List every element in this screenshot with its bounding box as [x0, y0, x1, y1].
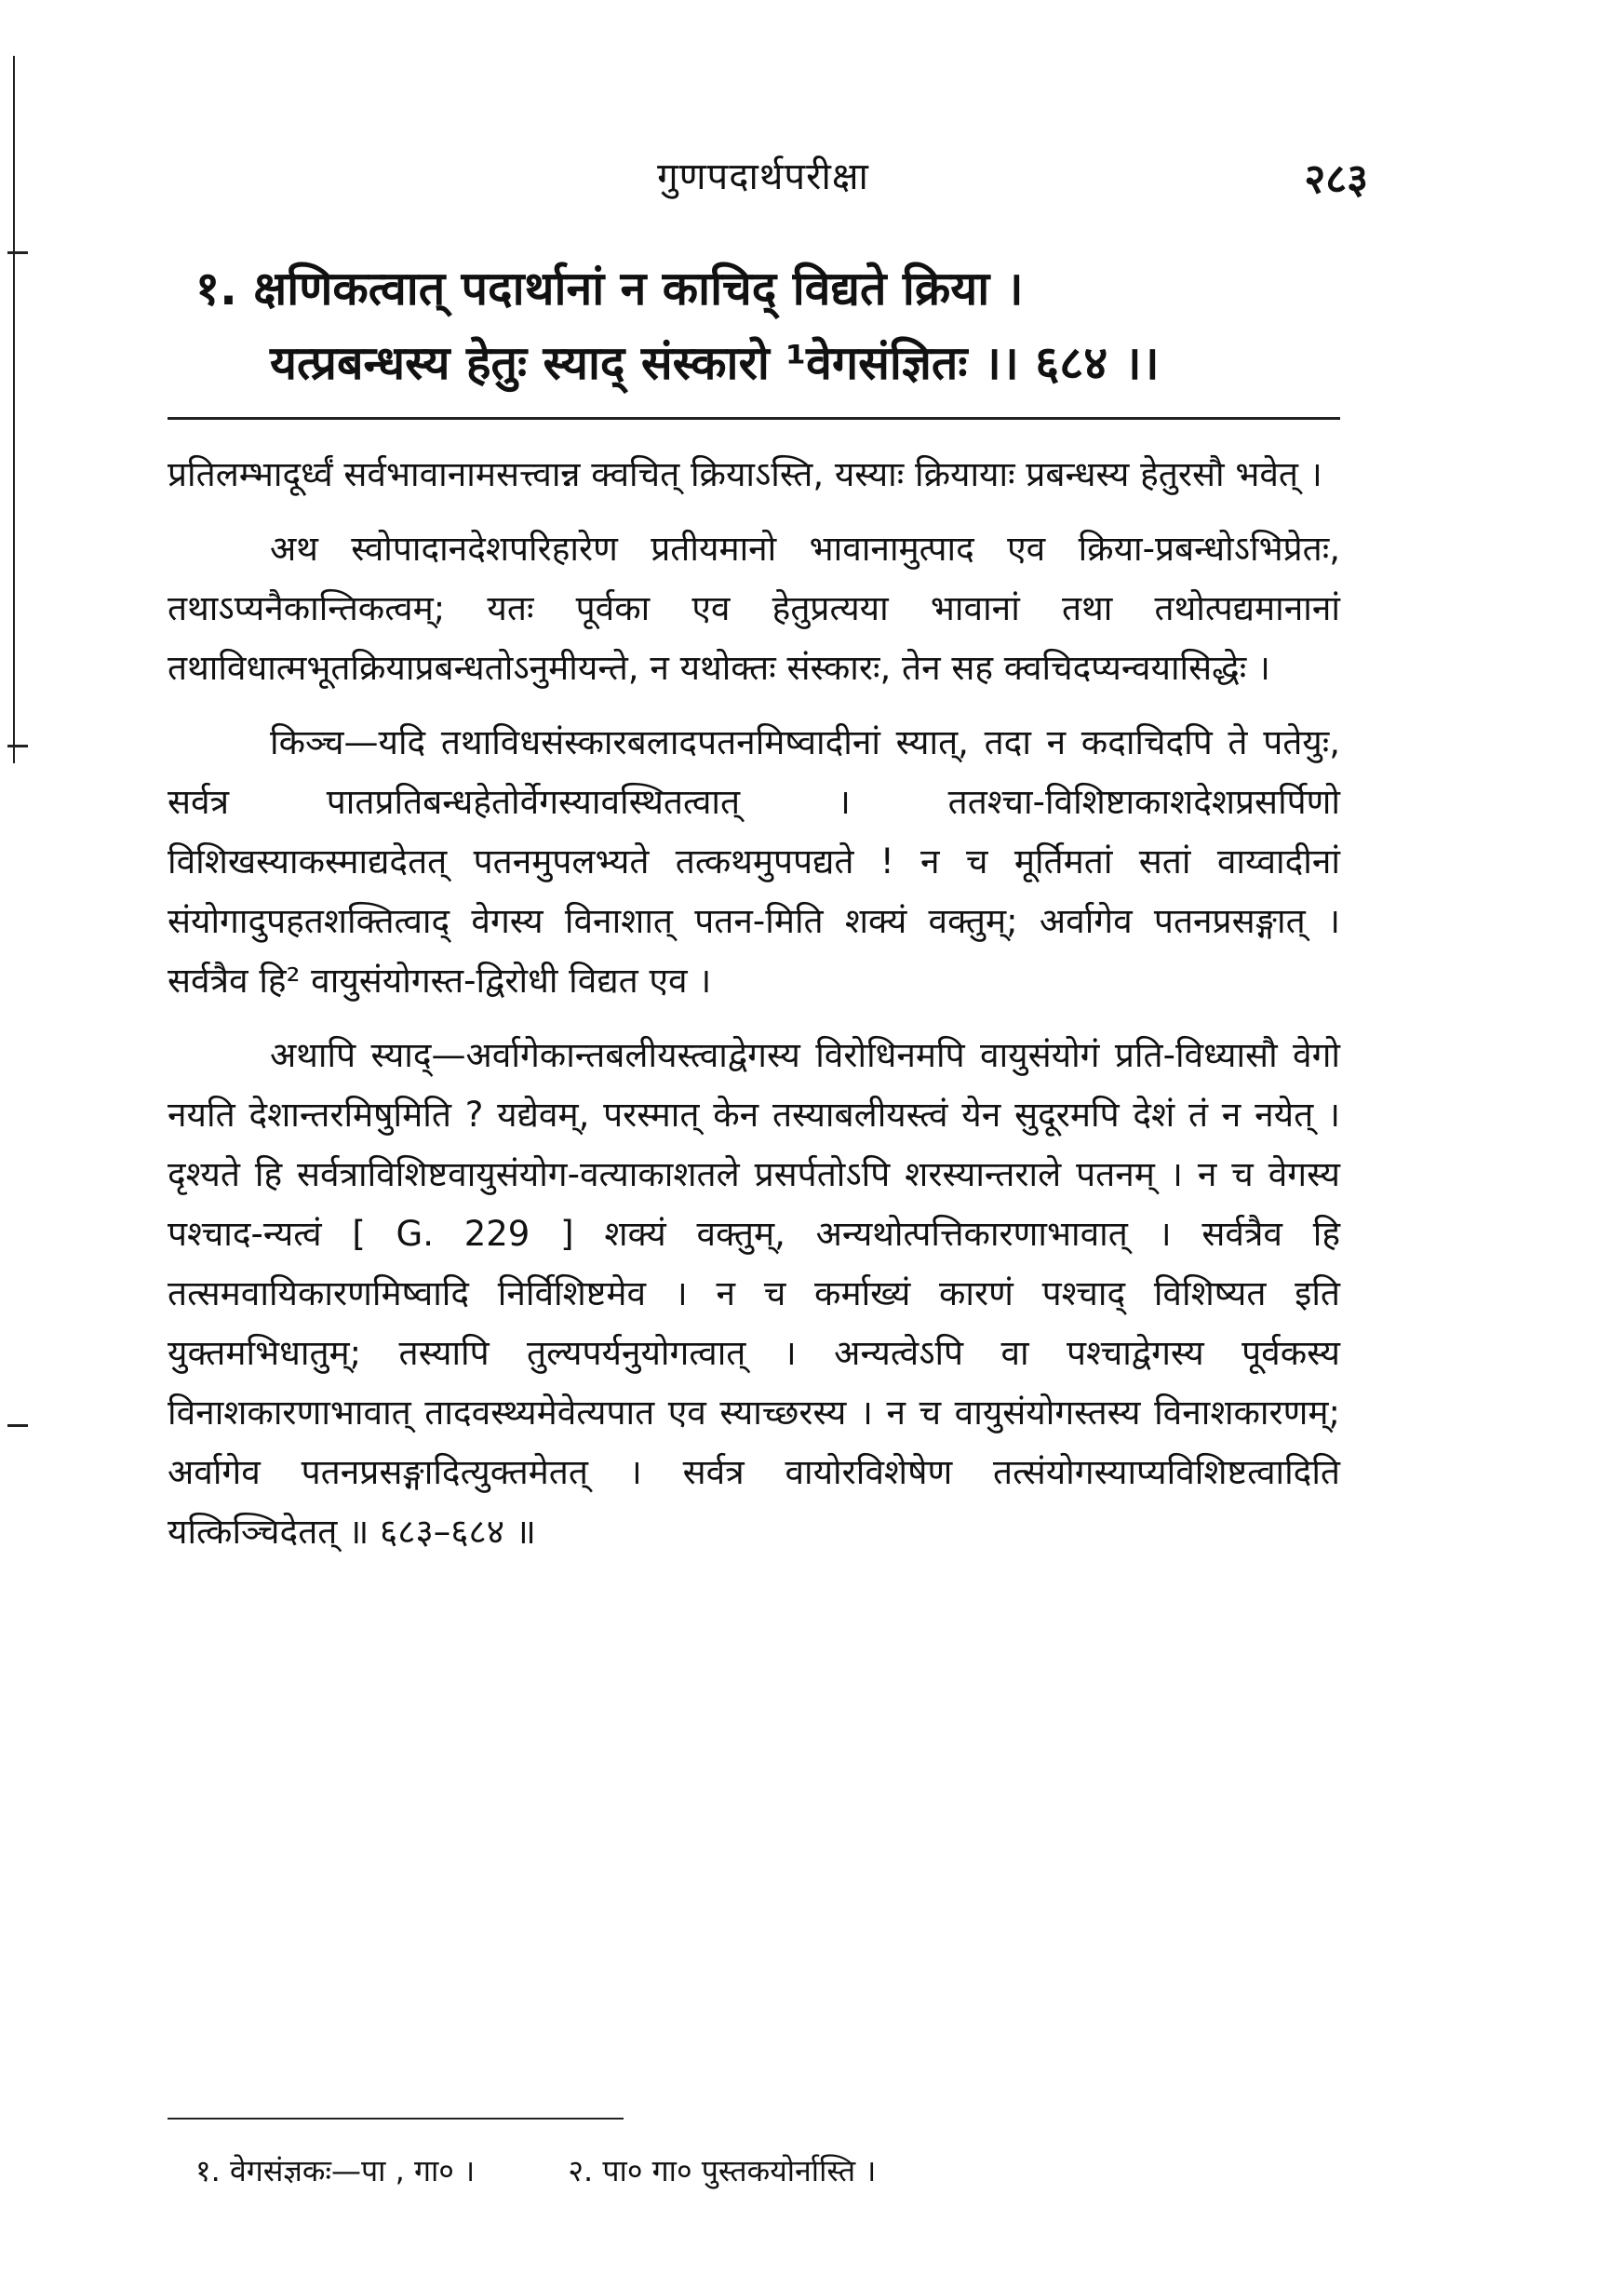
page-header — [158, 149, 1368, 205]
margin-mark — [7, 251, 28, 254]
verse-block — [195, 251, 1359, 400]
commentary-paragraph: अथ स्वोपादानदेशपरिहारेण प्रतीयमानो भावानामुत्पाद एव क्रिया-प्रबन्धोऽभिप्रेतः, तथाऽप्यनैकान्तिकत्वम्; यतः पूर्वका एव हेतुप्रत्यया भावानां तथा तथोत्पद्यमानानां तथाविधात्मभूतक्रियाप्रबन्धतोऽनुमीयन्ते, न यथोक्तः संस्कारः, तेन सह क्वचिदप्यन्वयासिद्धेः । — [168, 529, 1340, 688]
running-head: गुणपदार्थपरीक्षा — [657, 155, 869, 198]
margin-mark — [7, 745, 28, 747]
commentary-paragraph: अथापि स्याद्—अर्वागेकान्तबलीयस्त्वाद्वेगस्य विरोधिनमपि वायुसंयोगं प्रति-विध्यासौ वेगो नयति देशान्तरमिषुमिति ? यद्येवम्, परस्मात् केन तस्याबलीयस्त्वं येन सुदूरमपि देशं तं न नयेत् । दृश्यते हि सर्वत्राविशिष्टवायुसंयोग-वत्याकाशतले प्रसर्पतोऽपि शरस्यान्तराले पतनम् । न च वेगस्य पश्चाद-न्यत्वं [ G. 229 ] शक्यं वक्तुम्, अन्यथोत्पत्तिकारणाभावात् । सर्वत्रैव हि तत्समवायिकारणमिष्वादि निर्विशिष्टमेव । न च कर्माख्यं कारणं पश्चाद् विशिष्यत इति युक्तमभिधातुम्; तस्यापि तुल्यपर्यनुयोगत्वात् । अन्यत्वेऽपि वा पश्चाद्वेगस्य पूर्वकस्य विनाशकारणाभावात् तादवस्थ्यमेवेत्यपात एव स्याच्छरस्य । न च वायुसंयोगस्तस्य विनाशकारणम्; अर्वागेव पतनप्रसङ्गादित्युक्तमेतत् । सर्वत्र वायोरविशेषेण तत्संयोगस्याप्यविशिष्टत्वादिति यत्किञ्चिदेतत् ॥ ६८३–६८४ ॥ — [168, 1035, 1340, 1552]
commentary-paragraph: किञ्च—यदि तथाविधसंस्कारबलादपतनमिष्वादीनां स्यात्, तदा न कदाचिदपि ते पतेयुः, सर्वत्र पातप्रतिबन्धहेतोर्वेगस्यावस्थितत्वात् । ततश्चा-विशिष्टाकाशदेशप्रसर्पिणो विशिखस्याकस्माद्यदेतत् पतनमुपलभ्यते तत्कथमुपपद्यते ! न च मूर्तिमतां सतां वाय्वादीनां संयोगादुपहतशक्तित्वाद् वेगस्य विनाशात् पतन-मिति शक्यं वक्तुम्; अर्वागेव पतनप्रसङ्गात् । सर्वत्रैव हि² वायुसंयोगस्त-द्विरोधी विद्यत एव । — [168, 722, 1340, 1001]
commentary-paragraph: प्रतिलम्भादूर्ध्वं सर्वभावानामसत्त्वान्न क्वचित् क्रियाऽस्ति, यस्याः क्रियायाः प्रबन्धस्य हेतुरसौ भवेत् । — [168, 454, 1322, 494]
commentary-block — [168, 445, 1340, 1577]
margin-mark — [7, 1424, 28, 1427]
verse-divider — [168, 417, 1340, 420]
page-number: २८३ — [1304, 155, 1368, 203]
footnote-2: २. पा० गा० पुस्तकयोर्नास्ति । — [568, 2153, 877, 2188]
footnotes — [195, 2150, 1359, 2190]
footnote-divider — [168, 2118, 624, 2120]
verse-line-2: यत्प्रबन्धस्य हेतुः स्याद् संस्कारो ¹वेगसंज्ञितः ।। ६८४ ।। — [270, 336, 1160, 390]
verse-line-1: १. क्षणिकत्वात् पदार्थानां न काचिद् विद्यते क्रिया । — [195, 262, 1024, 316]
margin-rule — [13, 56, 15, 763]
footnote-1: १. वेगसंज्ञकः—पा , गा० । — [195, 2153, 476, 2188]
